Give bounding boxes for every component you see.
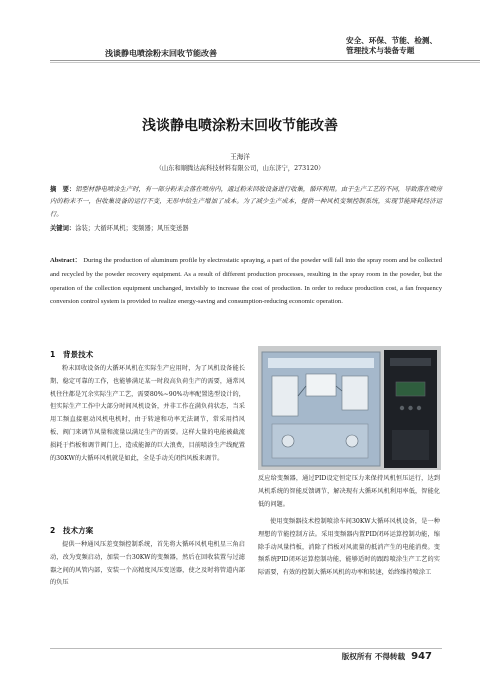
equipment-photo-illustration bbox=[258, 346, 441, 470]
running-header-topic bbox=[346, 36, 470, 56]
abstract-english bbox=[50, 254, 442, 309]
keywords bbox=[50, 223, 442, 232]
section-2-heading: 2 技术方案 bbox=[50, 526, 94, 535]
copyright-notice: 版权所有 不得转载 bbox=[341, 652, 406, 661]
equipment-photo bbox=[258, 346, 441, 470]
running-header-topic-line2: 管理技术与装备专题 bbox=[346, 46, 415, 55]
abstract-cn-label: 摘 要： bbox=[50, 186, 76, 193]
abstract-chinese bbox=[50, 184, 442, 221]
inverter-button bbox=[408, 406, 412, 410]
page-footer bbox=[0, 651, 432, 662]
page-number: 947 bbox=[411, 651, 432, 662]
footer-rule bbox=[50, 648, 442, 649]
schematic-cabinet bbox=[272, 376, 298, 416]
inverter-button bbox=[400, 406, 404, 410]
article-title: 浅谈静电喷涂粉末回收节能改善 bbox=[142, 118, 338, 134]
abstract-en-label: Abstract： bbox=[50, 257, 82, 264]
header-rule bbox=[50, 60, 480, 61]
section-1-body: 粉末回收设备的大循环风机在实际生产应用时，为了风机设备能长期、稳定可靠的工作，也能够满足某一时段高负荷生产的需要，通常风机往往都是冗余实际生产工艺，需要80%~90%功率配置选型设计的，但实际生产工作中大部分时间风机设备，并非工作在满负荷状态，当采用工频直接驱动风机电机时，由于转速和功率无法调节，常采用挡风板、阀门来调节风量和流量以满足生产的需要。这样大量的电能被截流损耗于挡板和调节阀门上，造成能源的巨大浪费，目前喷涂生产线配置的30KW的大循环风机就是如此，全是手动关闭挡风板来调节。 bbox=[50, 365, 245, 462]
schematic-fan bbox=[282, 435, 294, 447]
author-name: 王海洋 bbox=[230, 153, 250, 161]
column-2-paragraph: 使用变频器技术控制喷涂车间30KW大循环风机设备，是一种理想的节能控制方法。采用变频器内置PID闭环运算控制功能，缩除手动风量挡板，消除了挡板对风流量的抵消产生的电能消费。变频系统PID闭环运算控制功能，能够适时的跟踪喷涂生产工艺的实际需要，有效的控制大循环风机的功率和转速，始终维持喷涂工 bbox=[258, 518, 440, 577]
section-2-body: 提供一种通风压差变频控制系统，首先将大循环风机电机星三角启动，改为变频启动，加装一台30KW的变频器，然后在回收装置与过滤器之间的风管内部，安装一个高精度风压变送器，使之及时将管道内部的负压 bbox=[50, 541, 245, 587]
inverter-button bbox=[417, 406, 421, 410]
inverter-label-plate bbox=[390, 358, 431, 366]
column-2-continued-text: 反应给变频器，通过PID设定恒定压力来保持风机恒压运行，达到风机系统的智能反馈调节，解决现有大循环风机利用率低，智能化低的问题。 bbox=[258, 475, 440, 508]
schematic-box bbox=[306, 374, 336, 396]
author-affiliation: （山东和顺腾达高科技材料有限公司，山东济宁，273120） bbox=[155, 165, 325, 172]
running-header-topic-line1: 安全、环保、节能、检测、 bbox=[346, 36, 438, 45]
keywords-text: 涂装；大循环风机；变频器；风压变送器 bbox=[75, 225, 189, 232]
keywords-label: 关键词： bbox=[50, 225, 76, 232]
inverter-vent bbox=[392, 430, 429, 460]
running-header-title: 浅谈静电喷涂粉末回收节能改善 bbox=[105, 48, 217, 58]
abstract-cn-text: 铝型材静电喷涂生产时，有一部分粉末会落在喷房内，通过粉末回收设备进行收集，循环利用。由于生产工艺的不同，导致落在喷房内的粉末不一，但收集设备的运行不变，无形中给生产增加了成本。为了减少生产成本，提供一种风机变频控制系统，实现节能降耗经济运行。 bbox=[50, 186, 443, 218]
inverter-display bbox=[396, 382, 425, 396]
panel-title-strip bbox=[268, 358, 374, 368]
schematic-fan bbox=[346, 435, 358, 447]
abstract-en-text: During the production of aluminum profile by electrostatic spraying, a part of the powder will fall into the spray room and be collected and recycled by the powder recovery equipment. As a result of different production processes, resulting in the spray room in the powder, but the operation of the collection equipment unchanged, invisibly to increase the cost of production. In order to reduce production cost, a fan frequency conversion control system is provided to realize energy-saving and consumption-reducing economic operation. bbox=[50, 257, 442, 306]
header-rule-thin bbox=[50, 62, 480, 63]
schematic-unit bbox=[342, 376, 368, 410]
section-1-heading: 1 背景技术 bbox=[50, 350, 94, 359]
